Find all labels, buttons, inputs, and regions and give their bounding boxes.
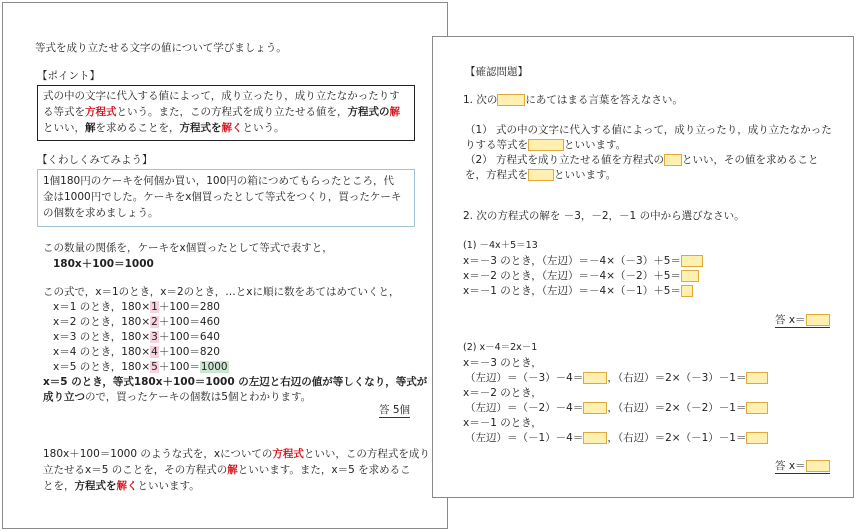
sub-row-3: x＝3 のとき，180×3＋100＝640 [53, 331, 220, 343]
question-2: 2. 次の方程式の解を －3，－2，－1 の中から選びなさい。 [463, 210, 745, 222]
sub-row-5: x＝5 のとき，180×5＋100＝1000 [53, 361, 228, 373]
answer-blank-p1-1[interactable] [681, 255, 703, 267]
answer-blank-q1-2a[interactable] [664, 154, 682, 166]
answer-blank-p1-final[interactable] [806, 314, 830, 326]
p2-row-2: （左辺）＝（－2）－4＝ ，（右辺）＝2×（－2）－1＝ [465, 401, 768, 415]
q1-2-line-2: を，方程式を といいます。 [465, 169, 617, 181]
p1-row-1: x＝－3 のとき，（左辺）＝－4×（－3）＋5＝ [463, 254, 703, 268]
conclusion-line-2: 成り立つので，買ったケーキの個数は5個とわかります。 [43, 391, 312, 403]
answer-blank-p2-2-left[interactable] [583, 402, 607, 414]
p2-row-3: （左辺）＝（－1）－4＝ ，（右辺）＝2×（－1）－1＝ [465, 431, 768, 445]
intro-text: 等式を成り立たせる文字の値について学びましょう。 [35, 42, 287, 54]
sub-row-1: x＝1 のとき，180×1＋100＝280 [53, 301, 220, 313]
summary-line-2: 立たせるx＝5 のことを，その方程式の解といいます。また，x＝5 を求めるこ [43, 464, 411, 476]
point-line-3: といい，解を求めることを，方程式を解くという。 [43, 122, 285, 134]
exercise-page [432, 36, 854, 498]
q1-2-line-1: （2） 方程式を成り立たせる値を方程式の といい，その値を求めること [465, 154, 819, 166]
summary-line-1: 180x＋100＝1000 のような式を，xについての方程式といい，この方程式を成り [43, 448, 430, 460]
problem-2-answer: 答 x＝ [775, 459, 830, 474]
exercise-header: 【確認問題】 [465, 66, 528, 78]
answer-blank-q1-2b[interactable] [528, 169, 554, 181]
p2-when-3: x＝－1 のとき， [463, 417, 542, 429]
answer-blank-p2-final[interactable] [806, 460, 830, 472]
sub-row-2: x＝2 のとき，180×2＋100＝460 [53, 316, 220, 328]
detail-header: 【くわしくみてみよう】 [37, 154, 153, 166]
answer-blank-p1-3[interactable] [681, 285, 693, 297]
answer-blank-p2-2-right[interactable] [746, 402, 768, 414]
sub-row-4: x＝4 のとき，180×4＋100＝820 [53, 346, 220, 358]
point-header: 【ポイント】 [37, 70, 100, 82]
answer-blank-p2-1-left[interactable] [583, 372, 607, 384]
problem-2-label: (2) x－4＝2x－1 [463, 342, 538, 353]
example-line-2: 金は1000円でした。ケーキをx個買ったとして等式をつくり，買ったケーキ [43, 191, 402, 203]
answer-blank-p2-3-left[interactable] [583, 432, 607, 444]
problem-1-label: (1) －4x＋5＝13 [463, 240, 538, 251]
lesson-page [2, 2, 448, 529]
substitute-line: この式で，x＝1のとき，x＝2のとき，…とxに順に数をあてはめていくと， [43, 286, 400, 298]
example-line-3: の個数を求めましょう。 [43, 207, 159, 219]
equation: 180x＋100＝1000 [53, 258, 154, 270]
blank-placeholder [497, 94, 525, 106]
problem-1-answer: 答 x＝ [775, 313, 830, 328]
p1-row-3: x＝－1 のとき，（左辺）＝－4×（－1）＋5＝ [463, 284, 693, 298]
example-answer: 答 5個 [379, 404, 411, 416]
q1-1-line-1: （1） 式の中の文字に代入する値によって，成り立ったり，成り立たなかった [465, 124, 832, 136]
p2-when-1: x＝－3 のとき， [463, 357, 542, 369]
p2-when-2: x＝－2 のとき， [463, 387, 542, 399]
q1-1-line-2: りする等式を といいます。 [465, 139, 627, 151]
answer-blank-q1-1[interactable] [528, 139, 564, 151]
answer-blank-p1-2[interactable] [681, 270, 699, 282]
summary-line-3: とを，方程式を解くといいます。 [43, 480, 200, 492]
point-line-1: 式の中の文字に代入する値によって，成り立ったり，成り立たなかったりす [43, 90, 400, 102]
example-line-1: 1個180円のケーキを何個か買い，100円の箱につめてもらったところ，代 [43, 175, 395, 187]
answer-blank-p2-3-right[interactable] [746, 432, 768, 444]
p1-row-2: x＝－2 のとき，（左辺）＝－4×（－2）＋5＝ [463, 269, 699, 283]
answer-blank-p2-1-right[interactable] [746, 372, 768, 384]
point-line-2: る等式を方程式という。また，この方程式を成り立たせる値を，方程式の解 [43, 106, 400, 118]
p2-row-1: （左辺）＝（－3）－4＝ ，（右辺）＝2×（－3）－1＝ [465, 371, 768, 385]
conclusion-line-1: x＝5 のとき，等式180x＋100＝1000 の左辺と右辺の値が等しくなり，等式が [43, 376, 428, 388]
relation-line: この数量の関係を，ケーキをx個買ったとして等式で表すと， [43, 242, 333, 254]
question-1: 1. 次の にあてはまる言葉を答えなさい。 [463, 94, 683, 106]
